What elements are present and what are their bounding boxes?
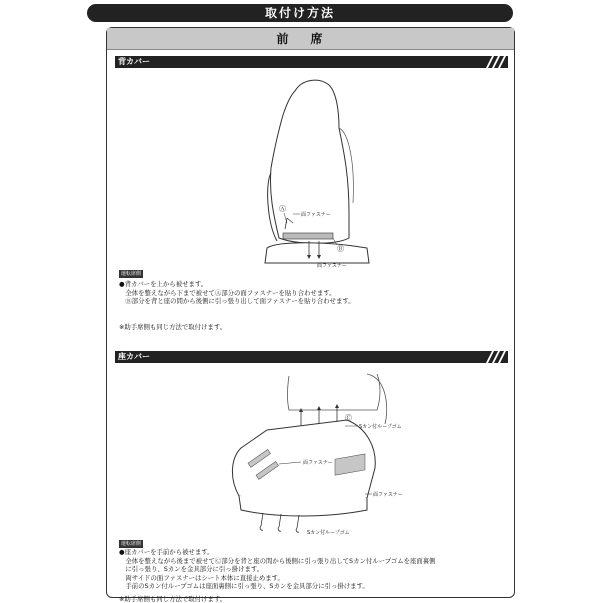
callout-b: Ⓑ [337,245,344,253]
driver-side-tag: 運転席側 [121,271,142,277]
seatback-illustration [257,73,387,268]
seat-cover-instructions: ●座カバーを手前から被せます。 全体を整えながら後まで被せてⒸ部分を背と座の間から後側に引っ張り出してSカン付ループゴムを座面裏側 に引っ張り、Sカンを金具部分に引っ掛けます。 両サイドの面ファスナーはシート本体に直接止めます。 手前のSカン付ループゴムは座面裏側に引っ張り、Sカンを金具部分に引っ掛けます。 [119,548,436,591]
stripes-decoration [480,351,508,363]
label-fastener: 面ファスナー [301,212,331,218]
stripes-decoration [480,56,508,68]
seat-cushion-illustration [217,368,417,538]
seat-cover-note: ※助手席側も同じ方法で取付けます。 [119,595,227,603]
label-fastener-right: 面ファスナー [373,492,403,498]
back-cover-heading [115,56,508,68]
label-fastener-bottom: 面ファスナー [317,263,347,269]
label-s-hook-bottom: Sカン付ループゴム [307,530,350,536]
instruction-frame [106,27,515,603]
driver-side-tag-2: 運転席側 [121,541,142,547]
page-title: 取付け方法 [87,4,513,22]
callout-c: Ⓒ [345,414,352,422]
back-cover-note: ※助手席側も同じ方法で取付けます。 [119,323,227,331]
seat-cover-heading [115,351,508,363]
label-fastener-left: 面ファスナー [303,460,333,466]
callout-a: Ⓐ [279,205,286,213]
back-cover-instructions: ●背カバーを上から被せます。 全体を整えながら下まで被せてⒶ部分の面ファスナーを貼り合わせます。 Ⓑ部分を背と座の間から後側に引っ張り出して面ファスナーを貼り合わせます。 [119,280,355,306]
back-cover-heading-text: 背カバー [118,57,150,66]
seat-header: 前席 [107,28,514,50]
label-s-hook-loop: Sカン付ループゴム [359,424,402,430]
seat-cover-heading-text: 座カバー [118,352,150,361]
